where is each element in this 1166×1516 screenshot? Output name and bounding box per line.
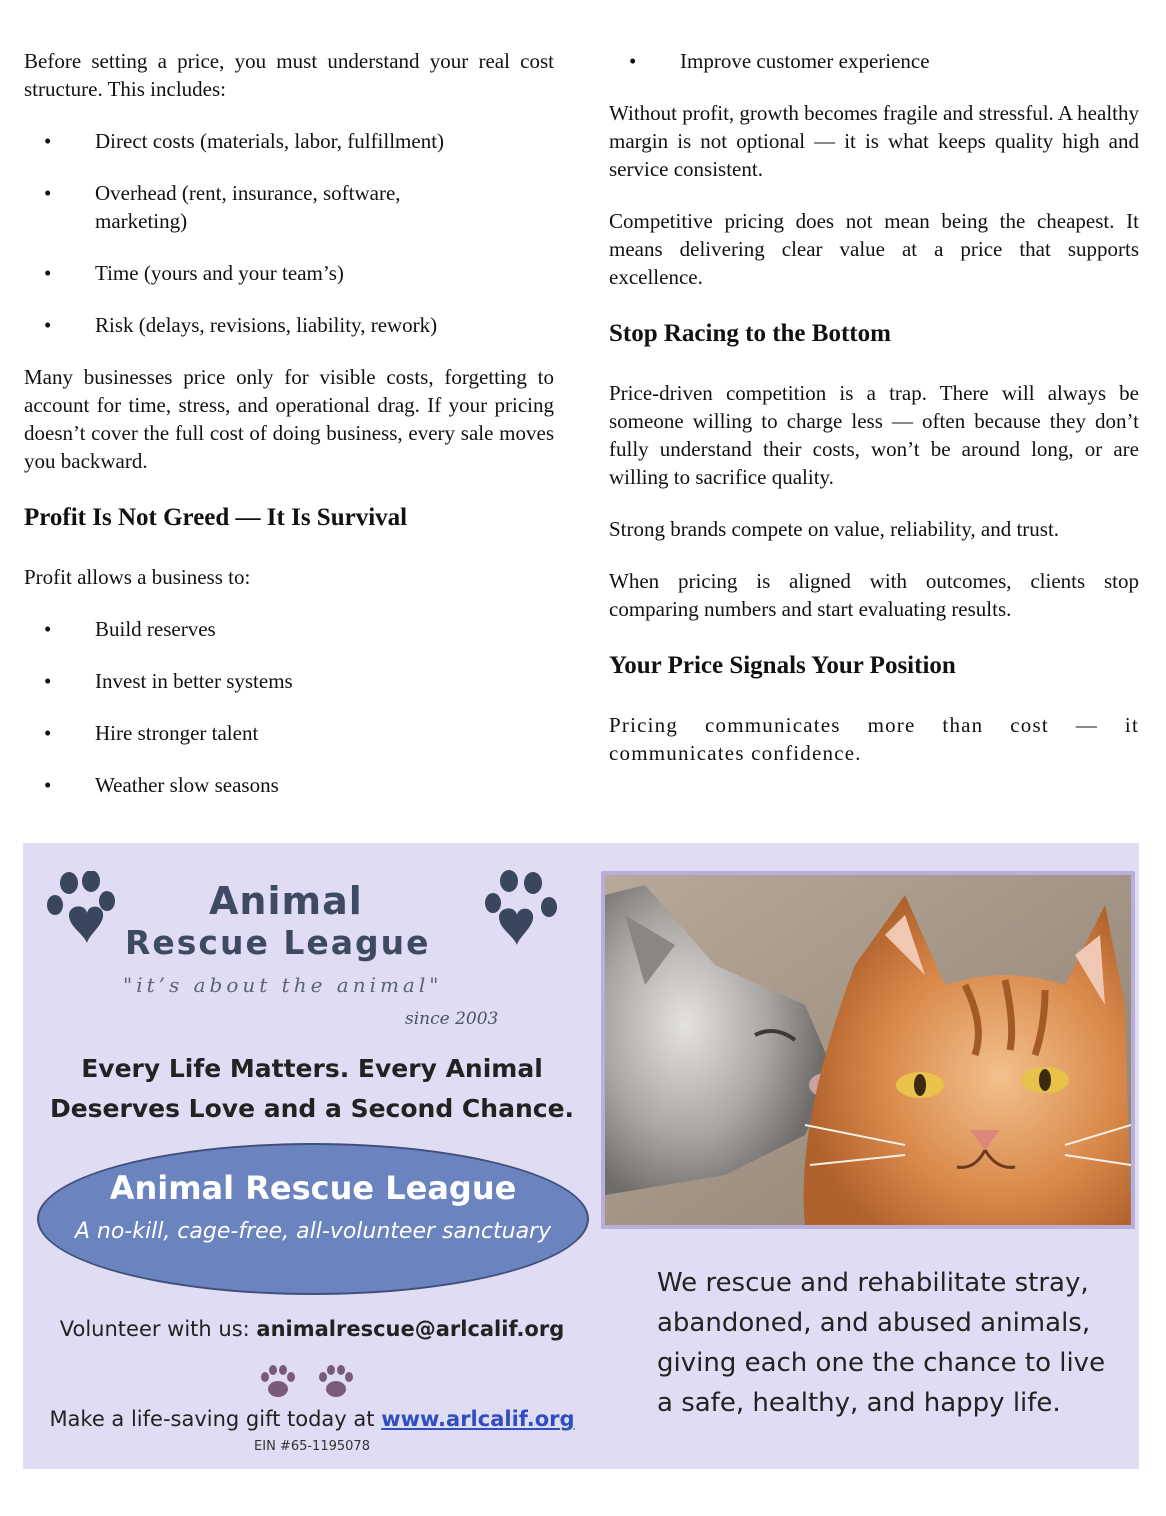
ellipse-badge	[37, 1143, 589, 1295]
list-item: • Time (yours and your team’s)	[24, 259, 554, 287]
mission-line: giving each one the chance to live	[657, 1348, 1106, 1378]
volunteer-email-link[interactable]: animalrescue@arlcalif.org	[256, 1317, 565, 1341]
ad-headline-line: Deserves Love and a Second Chance.	[49, 1094, 575, 1123]
small-paw-icon	[317, 1365, 355, 1399]
gift-line	[23, 1407, 601, 1431]
list-item: • Overhead (rent, insurance, software, marketing)	[24, 179, 554, 235]
list-item: • Improve customer experience	[609, 47, 1139, 75]
list-item: • Direct costs (materials, labor, fulfillment)	[24, 127, 554, 155]
logo-text-rescue-league: Rescue League	[125, 923, 431, 962]
logo-tagline: "it’s about the animal"	[123, 973, 443, 997]
cost-items-list	[24, 127, 554, 363]
volunteer-line	[23, 1317, 601, 1341]
heading-profit-survival: Profit Is Not Greed — It Is Survival	[24, 504, 408, 531]
profit-intro: Profit allows a business to:	[24, 565, 251, 589]
heading-stop-racing: Stop Racing to the Bottom	[609, 320, 891, 347]
price-competition-paragraph: Price-driven competition is a trap. There will always be someone willing to charge less — often because they don’t fully understand their costs, won’t be around long, or are willing to sacrifice quality.	[609, 381, 1139, 489]
heading-price-signals: Your Price Signals Your Position	[609, 652, 956, 679]
animal-rescue-ad	[23, 843, 1139, 1469]
logo-text-animal: Animal	[209, 879, 363, 923]
cats-photo	[601, 871, 1135, 1229]
competitive-pricing-paragraph: Competitive pricing does not mean being the cheapest. It means delivering clear value at a price that supports excellence.	[609, 209, 1139, 289]
mission-line: a safe, healthy, and happy life.	[657, 1388, 1061, 1418]
profit-margin-paragraph: Without profit, growth becomes fragile and stressful. A healthy margin is not optional — it is what keeps quality high and service consistent.	[609, 101, 1139, 181]
visible-costs-paragraph: Many businesses price only for visible costs, forgetting to account for time, stress, and operational drag. If your pricing doesn’t cover the full cost of doing business, every sale moves you backward.	[24, 365, 554, 473]
list-item: • Build reserves	[24, 615, 554, 643]
profit-items-list	[24, 615, 554, 823]
pricing-confidence-paragraph: Pricing communicates more than cost — it communicates confidence.	[609, 713, 1139, 765]
gift-label: Make a life-saving gift today at	[49, 1407, 382, 1431]
donate-website-link[interactable]: www.arlcalif.org	[381, 1407, 575, 1431]
mission-line: abandoned, and abused animals,	[657, 1308, 1091, 1338]
ein-number: EIN #65-1195078	[254, 1439, 370, 1454]
ad-headline-line: Every Life Matters. Every Animal	[81, 1054, 543, 1083]
pricing-outcomes-paragraph: When pricing is aligned with outcomes, clients stop comparing numbers and start evaluating results.	[609, 569, 1139, 621]
strong-brands-paragraph: Strong brands compete on value, reliability, and trust.	[609, 517, 1060, 541]
paw-heart-icon	[469, 869, 561, 949]
list-item: • Invest in better systems	[24, 667, 554, 695]
list-item: • Risk (delays, revisions, liability, rework)	[24, 311, 554, 339]
ellipse-subtitle: A no-kill, cage-free, all-volunteer sanctuary	[74, 1219, 552, 1244]
list-item: • Weather slow seasons	[24, 771, 554, 799]
ad-headline	[23, 1049, 601, 1129]
volunteer-label: Volunteer with us:	[59, 1317, 257, 1341]
profit-items-continued-list	[609, 47, 1139, 99]
list-item: • Hire stronger talent	[24, 719, 554, 747]
mission-statement	[657, 1263, 1117, 1423]
small-paw-icon	[259, 1365, 297, 1399]
ellipse-title: Animal Rescue League	[109, 1169, 517, 1207]
since-year: since 2003	[405, 1009, 499, 1029]
mission-line: We rescue and rehabilitate stray,	[657, 1268, 1089, 1298]
cats-photo-illustration	[605, 875, 1131, 1225]
cost-structure-intro: Before setting a price, you must understand your real cost structure. This includes:	[24, 49, 554, 101]
paw-heart-icon	[47, 871, 131, 947]
